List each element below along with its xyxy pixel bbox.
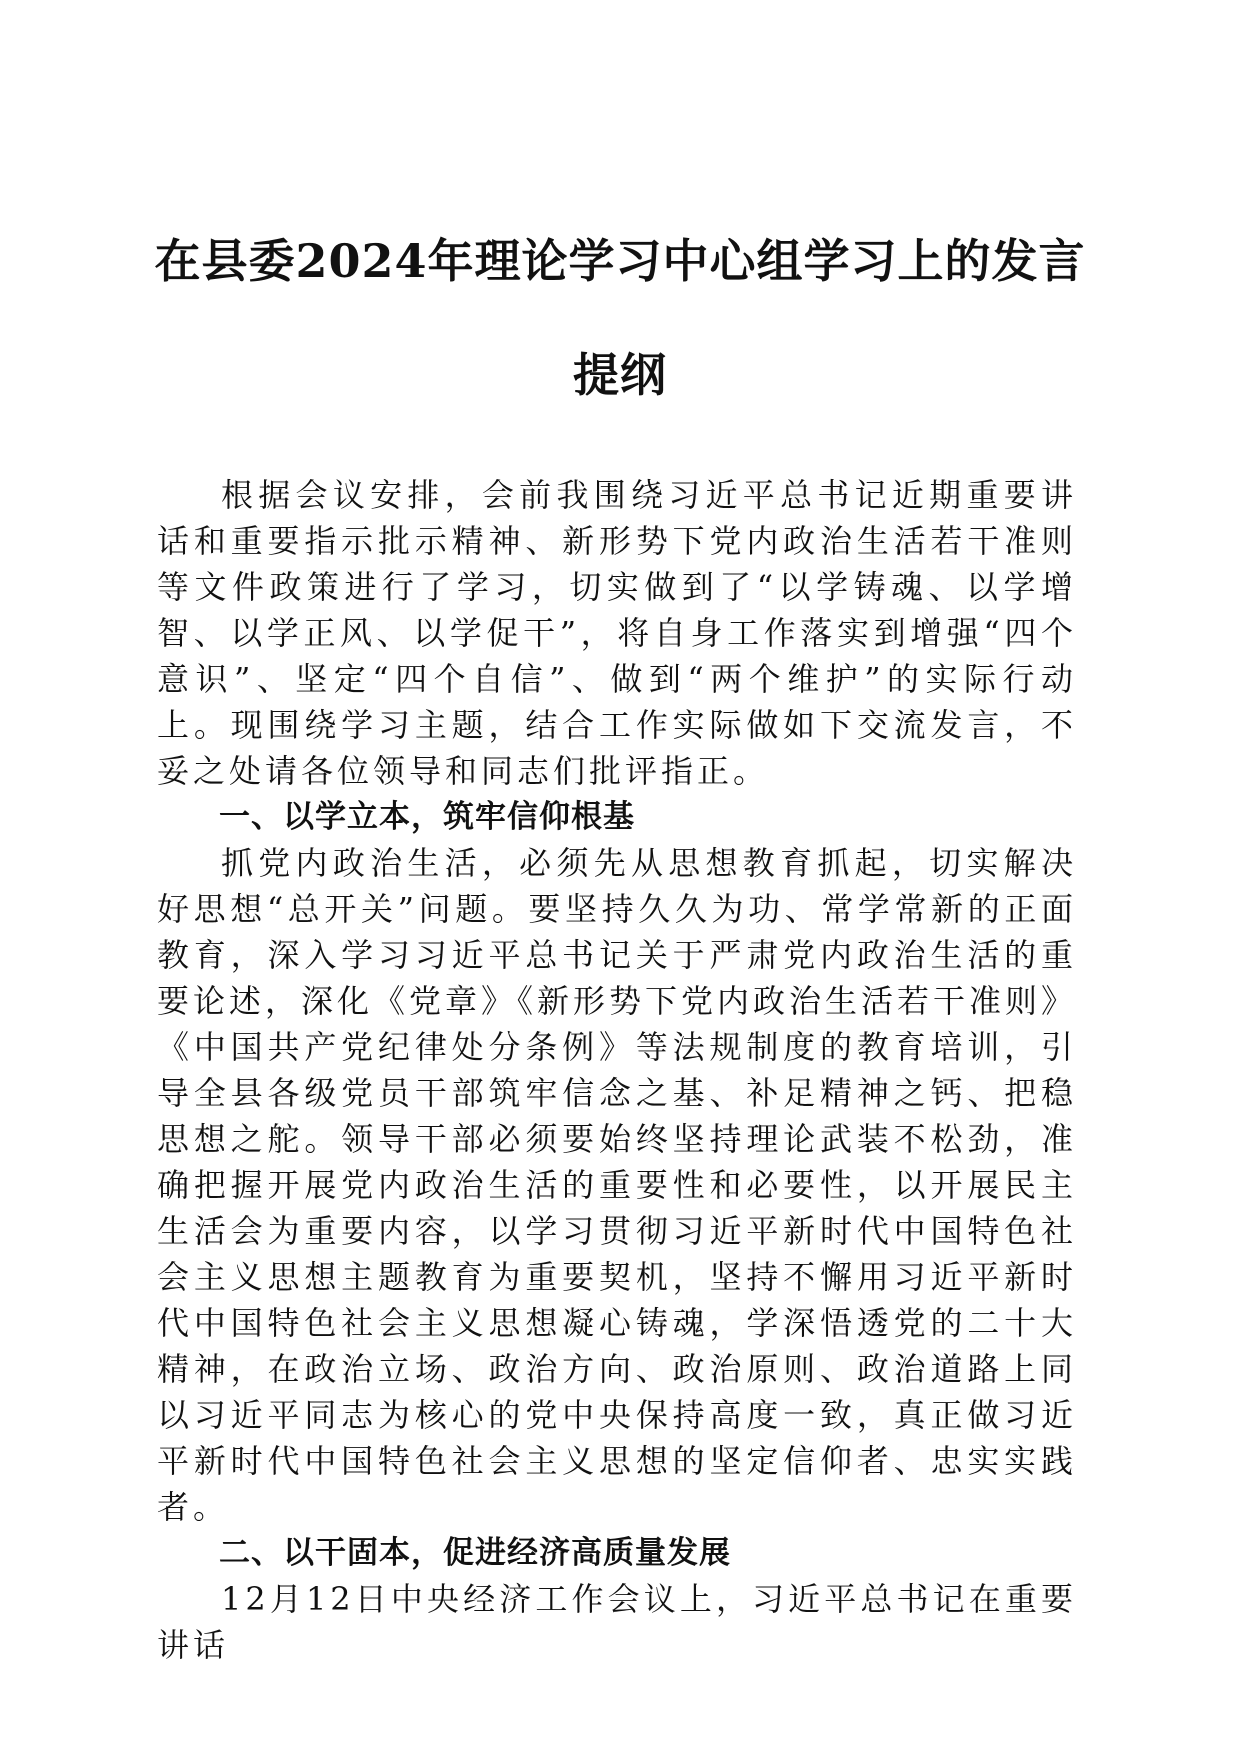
section-heading-1: 一、以学立本，筑牢信仰根基 xyxy=(219,799,635,835)
section-1-paragraph: 抓党内政治生活，必须先从思想教育抓起，切实解决好思想“总开关”问题。要坚持久久为功、常学常新的正面教育，深入学习习近平总书记关于严肃党内政治生活的重要论述，深化《党章》《新形势下党内政治生活若干准则》《中国共产党纪律处分条例》等法规制度的教育培训，引导全县各级党员干部筑牢信念之基、补足精神之钙、把稳思想之舵。领导干部必须要始终坚持理论武装不松劲，准确把握开展党内政治生活的重要性和必要性，以开展民主生活会为重要内容，以学习贯彻习近平新时代中国特色社会主义思想主题教育为重要契机，坚持不懈用习近平新时代中国特色社会主义思想凝心铸魂，学深悟透党的二十大精神，在政治立场、政治方向、政治原则、政治道路上同以习近平同志为核心的党中央保持高度一致，真正做习近平新时代中国特色社会主义思想的坚定信仰者、忠实实践者。 xyxy=(157,844,1078,1526)
document-title-line-1: 在县委2024年理论学习中心组学习上的发言 xyxy=(154,234,1086,288)
document-title-line-2: 提纲 xyxy=(573,348,667,402)
intro-paragraph: 根据会议安排，会前我围绕习近平总书记近期重要讲话和重要指示批示精神、新形势下党内政治生活若干准则等文件政策进行了学习，切实做到了“以学铸魂、以学增智、以学正风、以学促干”，将自身工作落实到增强“四个意识”、坚定“四个自信”、做到“两个维护”的实际行动上。现围绕学习主题，结合工作实际做如下交流发言，不妥之处请各位领导和同志们批评指正。 xyxy=(157,476,1077,790)
section-heading-2: 二、以干固本，促进经济高质量发展 xyxy=(219,1535,731,1571)
section-2-paragraph: 12月12日中央经济工作会议上，习近平总书记在重要讲话 xyxy=(157,1580,1077,1664)
document-body xyxy=(157,472,1077,1668)
